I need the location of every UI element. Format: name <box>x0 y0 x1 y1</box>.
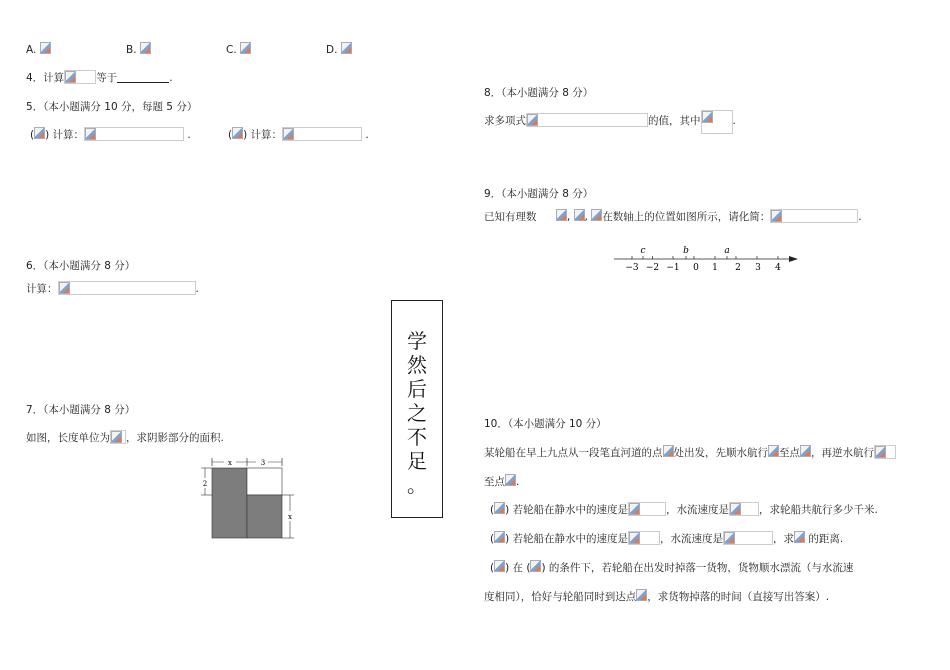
q10-text: 的条件下，若轮船在出发时掉落一货物，货物顺水漂流（与水流速 <box>548 562 854 574</box>
motto-char: 不 <box>407 425 427 449</box>
q10-text: ，求 <box>773 533 795 545</box>
formula-image-icon <box>724 532 735 544</box>
formula-image-icon <box>341 42 352 54</box>
q4-suffix: 等于 <box>96 72 118 84</box>
q9-text-b: 在数轴上的位置如图所示，请化简： <box>602 211 771 223</box>
formula-box <box>628 531 660 545</box>
formula-box <box>84 127 184 141</box>
q8-text-a: 求多项式 <box>484 115 526 127</box>
q10-text: ，水流速度是 <box>666 504 730 516</box>
option-label: B. <box>126 44 137 56</box>
vertical-motto-box <box>391 300 443 518</box>
formula-image-icon <box>65 71 76 83</box>
q10-header: 10．（本小题满分 10 分） <box>484 418 607 430</box>
q6-header: 6．（本小题满分 8 分） <box>26 260 136 272</box>
q10-text: ，求货物掉落的时间（直接写出答案）. <box>647 591 830 603</box>
q7-header: 7．（本小题满分 8 分） <box>26 404 136 416</box>
q7-text-b: ，求阴影部分的面积. <box>126 432 224 444</box>
formula-box <box>701 110 733 134</box>
formula-image-icon <box>574 209 585 221</box>
formula-box <box>770 209 858 223</box>
dim-right-x: x <box>288 513 292 521</box>
formula-box <box>110 430 126 444</box>
tick-label: 3 <box>755 263 761 273</box>
q10-sub-3: ( ) 在 ( ) 的条件下，若轮船在出发时掉落一货物，货物顺水漂流（与水流速 <box>490 562 854 574</box>
point-b-label: b <box>683 246 689 256</box>
dim-top-3: 3 <box>260 459 266 467</box>
formula-image-icon <box>794 531 805 543</box>
q5-item-label: 计算： <box>52 129 85 141</box>
formula-box <box>58 281 196 295</box>
number-image-icon <box>494 560 505 572</box>
q10-text: 至点 <box>779 447 800 459</box>
tick-label: 2 <box>735 263 741 273</box>
option-label: D. <box>326 44 338 56</box>
dim-top-x: x <box>228 459 232 467</box>
option-label: C. <box>226 44 237 56</box>
q8-header: 8．（本小题满分 8 分） <box>484 87 594 99</box>
q6-body <box>26 281 199 296</box>
q10-sub-2: ( ) 若轮船在静水中的速度是 ，水流速度是 ，求 的距离. <box>490 533 844 545</box>
q9-body: 已知有理数 , , 在数轴上的位置如图所示，请化简： . <box>484 211 862 223</box>
axis-ticks <box>632 256 778 259</box>
motto-char: 然 <box>407 353 427 377</box>
formula-box <box>729 502 759 516</box>
q7-body <box>26 430 224 445</box>
period: . <box>858 211 862 223</box>
question-4 <box>26 70 173 85</box>
q5-item-label: 计算： <box>250 129 283 141</box>
answer-blank <box>117 71 169 83</box>
q10-line-1 <box>484 445 896 460</box>
formula-image-icon <box>505 474 516 486</box>
tick-label: 1 <box>712 263 718 273</box>
tick-label: −2 <box>645 263 660 273</box>
q10-text: 度相同），恰好与轮船同时到达点 <box>484 591 637 603</box>
formula-image-icon <box>636 589 647 601</box>
q10-line-2 <box>484 474 519 489</box>
q10-text: ，再逆水航行 <box>811 447 874 459</box>
q10-text: ，求轮船共航行多少千米. <box>759 504 878 516</box>
motto-char: 后 <box>407 377 427 401</box>
motto-char: 足 <box>407 449 427 473</box>
formula-image-icon <box>111 431 122 443</box>
formula-image-icon <box>85 128 96 140</box>
q10-line-last <box>484 589 829 604</box>
q5-item-1: ( ) 计算： . <box>30 129 191 141</box>
motto-char: 之 <box>407 401 427 425</box>
point-c-label: c <box>640 246 646 256</box>
q10-sub-1: ( ) 若轮船在静水中的速度是 ，水流速度是 ，求轮船共航行多少千米. <box>490 504 878 516</box>
formula-box <box>874 445 896 459</box>
period: . <box>516 476 520 488</box>
formula-image-icon <box>875 446 886 458</box>
formula-image-icon <box>771 210 782 222</box>
option-a <box>26 42 51 56</box>
q6-label: 计算： <box>26 283 58 295</box>
formula-image-icon <box>240 42 251 54</box>
formula-image-icon <box>768 445 779 457</box>
q9-text-a: 已知有理数 <box>484 211 537 223</box>
formula-image-icon <box>591 209 602 221</box>
q9-header: 9．（本小题满分 8 分） <box>484 188 594 200</box>
q10-text: 若轮船在静水中的速度是 <box>512 504 629 516</box>
formula-box <box>628 502 666 516</box>
number-image-icon <box>494 502 505 514</box>
period: . <box>732 115 736 127</box>
formula-image-icon <box>629 532 640 544</box>
formula-box <box>64 70 96 84</box>
formula-box <box>723 531 773 545</box>
tick-label: −3 <box>625 263 639 273</box>
point-a-label: a <box>724 246 730 256</box>
formula-image-icon <box>556 209 567 221</box>
q8-text-b: 的值，其中 <box>648 115 701 127</box>
option-label: A. <box>26 44 37 56</box>
tick-label: −1 <box>666 263 680 273</box>
vertical-motto <box>392 329 442 497</box>
q4-prefix: 4．计算 <box>26 72 65 84</box>
formula-image-icon <box>527 114 538 126</box>
number-image-icon <box>494 531 505 543</box>
q10-text: 处出发，先顺水航行 <box>673 447 768 459</box>
period: . <box>187 129 191 141</box>
q10-text: 至点 <box>484 476 505 488</box>
period: . <box>365 129 369 141</box>
formula-box <box>282 127 362 141</box>
formula-image-icon <box>59 282 70 294</box>
formula-image-icon <box>283 128 294 140</box>
formula-image-icon <box>702 111 713 123</box>
formula-box <box>526 113 648 127</box>
q10-text: 某轮船在早上九点从一段笔直河道的点 <box>484 447 663 459</box>
option-d <box>326 42 352 56</box>
formula-image-icon <box>730 503 741 515</box>
number-image-icon <box>34 127 45 139</box>
q5-header: 5．（本小题满分 10 分，每题 5 分） <box>26 101 198 113</box>
motto-char: 。 <box>407 473 427 497</box>
option-c <box>226 42 251 56</box>
formula-image-icon <box>40 42 51 54</box>
q10-text: 的距离. <box>808 533 844 545</box>
tick-label: 0 <box>693 263 699 273</box>
number-image-icon <box>530 560 541 572</box>
formula-image-icon <box>800 445 811 457</box>
q10-text: 在 <box>512 562 524 574</box>
formula-image-icon <box>629 503 640 515</box>
formula-image-icon <box>140 42 151 54</box>
q5-item-2: ( ) 计算： . <box>228 129 369 141</box>
q8-body <box>484 110 736 134</box>
option-b <box>126 42 151 56</box>
q10-text: ，水流速度是 <box>660 533 724 545</box>
dim-left-2: 2 <box>202 480 208 488</box>
number-line <box>612 242 802 274</box>
period: . <box>195 283 199 295</box>
q7-text-a: 如图，长度单位为 <box>26 432 110 444</box>
formula-image-icon <box>663 445 674 457</box>
number-image-icon <box>232 127 243 139</box>
q10-text: 若轮船在静水中的速度是 <box>512 533 629 545</box>
tick-label: 4 <box>775 263 781 273</box>
period: . <box>169 72 173 84</box>
motto-char: 学 <box>407 329 427 353</box>
shaded-area-figure <box>196 454 300 542</box>
